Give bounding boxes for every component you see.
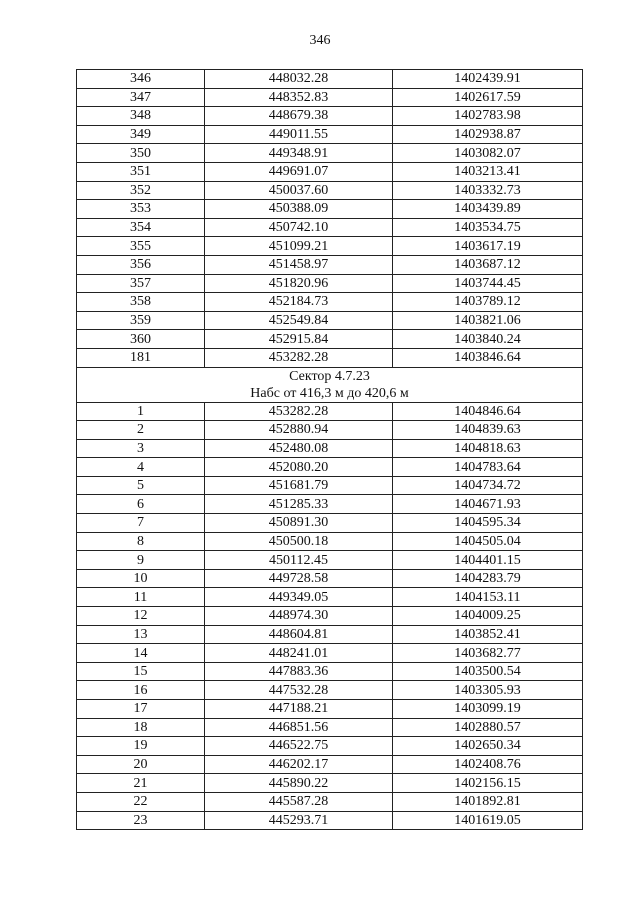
point-number-cell: 14: [77, 644, 205, 663]
y-coordinate-cell: 1401619.05: [393, 811, 583, 830]
y-coordinate-cell: 1404846.64: [393, 402, 583, 421]
table-row: [77, 662, 583, 681]
point-number-cell: 22: [77, 792, 205, 811]
table-row: [77, 774, 583, 793]
x-coordinate-cell: 448241.01: [205, 644, 393, 663]
table-row: [77, 588, 583, 607]
table-row: [77, 718, 583, 737]
x-coordinate-cell: 446202.17: [205, 755, 393, 774]
y-coordinate-cell: 1403332.73: [393, 181, 583, 200]
x-coordinate-cell: 448974.30: [205, 607, 393, 626]
table-row: [77, 755, 583, 774]
x-coordinate-cell: 453282.28: [205, 402, 393, 421]
sector-header-cell: [77, 367, 583, 402]
point-number-cell: 356: [77, 255, 205, 274]
point-number-cell: 20: [77, 755, 205, 774]
point-number-cell: 11: [77, 588, 205, 607]
x-coordinate-cell: 453282.28: [205, 348, 393, 367]
x-coordinate-cell: 450891.30: [205, 514, 393, 533]
x-coordinate-cell: 448604.81: [205, 625, 393, 644]
x-coordinate-cell: 451099.21: [205, 237, 393, 256]
y-coordinate-cell: 1402938.87: [393, 125, 583, 144]
y-coordinate-cell: 1403789.12: [393, 293, 583, 312]
table-row: [77, 237, 583, 256]
point-number-cell: 10: [77, 569, 205, 588]
table-row: [77, 569, 583, 588]
x-coordinate-cell: 450037.60: [205, 181, 393, 200]
x-coordinate-cell: 452549.84: [205, 311, 393, 330]
y-coordinate-cell: 1403213.41: [393, 162, 583, 181]
x-coordinate-cell: 449728.58: [205, 569, 393, 588]
table-row: [77, 700, 583, 719]
y-coordinate-cell: 1403846.64: [393, 348, 583, 367]
x-coordinate-cell: 452880.94: [205, 421, 393, 440]
point-number-cell: 347: [77, 88, 205, 107]
point-number-cell: 346: [77, 70, 205, 89]
point-number-cell: 5: [77, 476, 205, 495]
y-coordinate-cell: 1404734.72: [393, 476, 583, 495]
table-row: [77, 125, 583, 144]
point-number-cell: 351: [77, 162, 205, 181]
y-coordinate-cell: 1404283.79: [393, 569, 583, 588]
point-number-cell: 181: [77, 348, 205, 367]
point-number-cell: 360: [77, 330, 205, 349]
x-coordinate-cell: 447532.28: [205, 681, 393, 700]
y-coordinate-cell: 1402439.91: [393, 70, 583, 89]
table-row: [77, 218, 583, 237]
table-row: [77, 421, 583, 440]
sector-subtitle: Набс от 416,3 м до 420,6 м: [250, 385, 409, 401]
x-coordinate-cell: 448352.83: [205, 88, 393, 107]
table-row: [77, 162, 583, 181]
y-coordinate-cell: 1403500.54: [393, 662, 583, 681]
y-coordinate-cell: 1404505.04: [393, 532, 583, 551]
point-number-cell: 354: [77, 218, 205, 237]
point-number-cell: 358: [77, 293, 205, 312]
point-number-cell: 21: [77, 774, 205, 793]
table-row: [77, 348, 583, 367]
point-number-cell: 19: [77, 737, 205, 756]
x-coordinate-cell: 447188.21: [205, 700, 393, 719]
x-coordinate-cell: 452184.73: [205, 293, 393, 312]
table-section-bottom: [77, 402, 583, 830]
table-row: [77, 293, 583, 312]
y-coordinate-cell: 1404671.93: [393, 495, 583, 514]
y-coordinate-cell: 1402880.57: [393, 718, 583, 737]
table-row: [77, 255, 583, 274]
table-row: [77, 439, 583, 458]
point-number-cell: 16: [77, 681, 205, 700]
x-coordinate-cell: 449011.55: [205, 125, 393, 144]
table-row: [77, 144, 583, 163]
point-number-cell: 1: [77, 402, 205, 421]
y-coordinate-cell: 1403099.19: [393, 700, 583, 719]
y-coordinate-cell: 1403439.89: [393, 200, 583, 219]
table-row: [77, 330, 583, 349]
x-coordinate-cell: 449349.05: [205, 588, 393, 607]
y-coordinate-cell: 1402156.15: [393, 774, 583, 793]
point-number-cell: 13: [77, 625, 205, 644]
y-coordinate-cell: 1401892.81: [393, 792, 583, 811]
point-number-cell: 350: [77, 144, 205, 163]
x-coordinate-cell: 448032.28: [205, 70, 393, 89]
y-coordinate-cell: 1403534.75: [393, 218, 583, 237]
y-coordinate-cell: 1404818.63: [393, 439, 583, 458]
y-coordinate-cell: 1403744.45: [393, 274, 583, 293]
point-number-cell: 12: [77, 607, 205, 626]
table-row: [77, 607, 583, 626]
point-number-cell: 352: [77, 181, 205, 200]
sector-header-row: [77, 367, 583, 402]
coordinates-table: [76, 69, 583, 830]
x-coordinate-cell: 450742.10: [205, 218, 393, 237]
y-coordinate-cell: 1403852.41: [393, 625, 583, 644]
page-number: 346: [309, 33, 331, 48]
x-coordinate-cell: 452915.84: [205, 330, 393, 349]
y-coordinate-cell: 1404839.63: [393, 421, 583, 440]
table-row: [77, 200, 583, 219]
table-row: [77, 681, 583, 700]
point-number-cell: 18: [77, 718, 205, 737]
table-row: [77, 181, 583, 200]
table-row: [77, 107, 583, 126]
y-coordinate-cell: 1402617.59: [393, 88, 583, 107]
x-coordinate-cell: 451285.33: [205, 495, 393, 514]
point-number-cell: 348: [77, 107, 205, 126]
y-coordinate-cell: 1404009.25: [393, 607, 583, 626]
x-coordinate-cell: 445293.71: [205, 811, 393, 830]
x-coordinate-cell: 451681.79: [205, 476, 393, 495]
x-coordinate-cell: 449348.91: [205, 144, 393, 163]
y-coordinate-cell: 1403305.93: [393, 681, 583, 700]
x-coordinate-cell: 445587.28: [205, 792, 393, 811]
x-coordinate-cell: 451458.97: [205, 255, 393, 274]
y-coordinate-cell: 1404401.15: [393, 551, 583, 570]
table-row: [77, 737, 583, 756]
table-row: [77, 811, 583, 830]
x-coordinate-cell: 446851.56: [205, 718, 393, 737]
x-coordinate-cell: 446522.75: [205, 737, 393, 756]
point-number-cell: 17: [77, 700, 205, 719]
table-row: [77, 514, 583, 533]
x-coordinate-cell: 450388.09: [205, 200, 393, 219]
y-coordinate-cell: 1404783.64: [393, 458, 583, 477]
table-row: [77, 402, 583, 421]
point-number-cell: 355: [77, 237, 205, 256]
table-row: [77, 532, 583, 551]
point-number-cell: 4: [77, 458, 205, 477]
x-coordinate-cell: 447883.36: [205, 662, 393, 681]
point-number-cell: 15: [77, 662, 205, 681]
table-row: [77, 551, 583, 570]
x-coordinate-cell: 450500.18: [205, 532, 393, 551]
table-row: [77, 495, 583, 514]
x-coordinate-cell: 445890.22: [205, 774, 393, 793]
point-number-cell: 353: [77, 200, 205, 219]
point-number-cell: 349: [77, 125, 205, 144]
point-number-cell: 7: [77, 514, 205, 533]
table-row: [77, 458, 583, 477]
table-row: [77, 70, 583, 89]
table-row: [77, 476, 583, 495]
y-coordinate-cell: 1402783.98: [393, 107, 583, 126]
y-coordinate-cell: 1403840.24: [393, 330, 583, 349]
x-coordinate-cell: 452480.08: [205, 439, 393, 458]
y-coordinate-cell: 1402408.76: [393, 755, 583, 774]
point-number-cell: 9: [77, 551, 205, 570]
table-row: [77, 274, 583, 293]
table-row: [77, 644, 583, 663]
y-coordinate-cell: 1404153.11: [393, 588, 583, 607]
x-coordinate-cell: 450112.45: [205, 551, 393, 570]
y-coordinate-cell: 1402650.34: [393, 737, 583, 756]
y-coordinate-cell: 1403617.19: [393, 237, 583, 256]
x-coordinate-cell: 452080.20: [205, 458, 393, 477]
x-coordinate-cell: 449691.07: [205, 162, 393, 181]
table-row: [77, 311, 583, 330]
y-coordinate-cell: 1403082.07: [393, 144, 583, 163]
sector-title: Сектор 4.7.23: [289, 368, 370, 384]
y-coordinate-cell: 1403821.06: [393, 311, 583, 330]
y-coordinate-cell: 1403682.77: [393, 644, 583, 663]
point-number-cell: 3: [77, 439, 205, 458]
y-coordinate-cell: 1403687.12: [393, 255, 583, 274]
y-coordinate-cell: 1404595.34: [393, 514, 583, 533]
x-coordinate-cell: 448679.38: [205, 107, 393, 126]
point-number-cell: 8: [77, 532, 205, 551]
table-row: [77, 88, 583, 107]
point-number-cell: 359: [77, 311, 205, 330]
point-number-cell: 2: [77, 421, 205, 440]
table-section-top: [77, 70, 583, 368]
x-coordinate-cell: 451820.96: [205, 274, 393, 293]
sector-header-section: [77, 367, 583, 402]
point-number-cell: 357: [77, 274, 205, 293]
table-row: [77, 792, 583, 811]
point-number-cell: 23: [77, 811, 205, 830]
point-number-cell: 6: [77, 495, 205, 514]
table-row: [77, 625, 583, 644]
